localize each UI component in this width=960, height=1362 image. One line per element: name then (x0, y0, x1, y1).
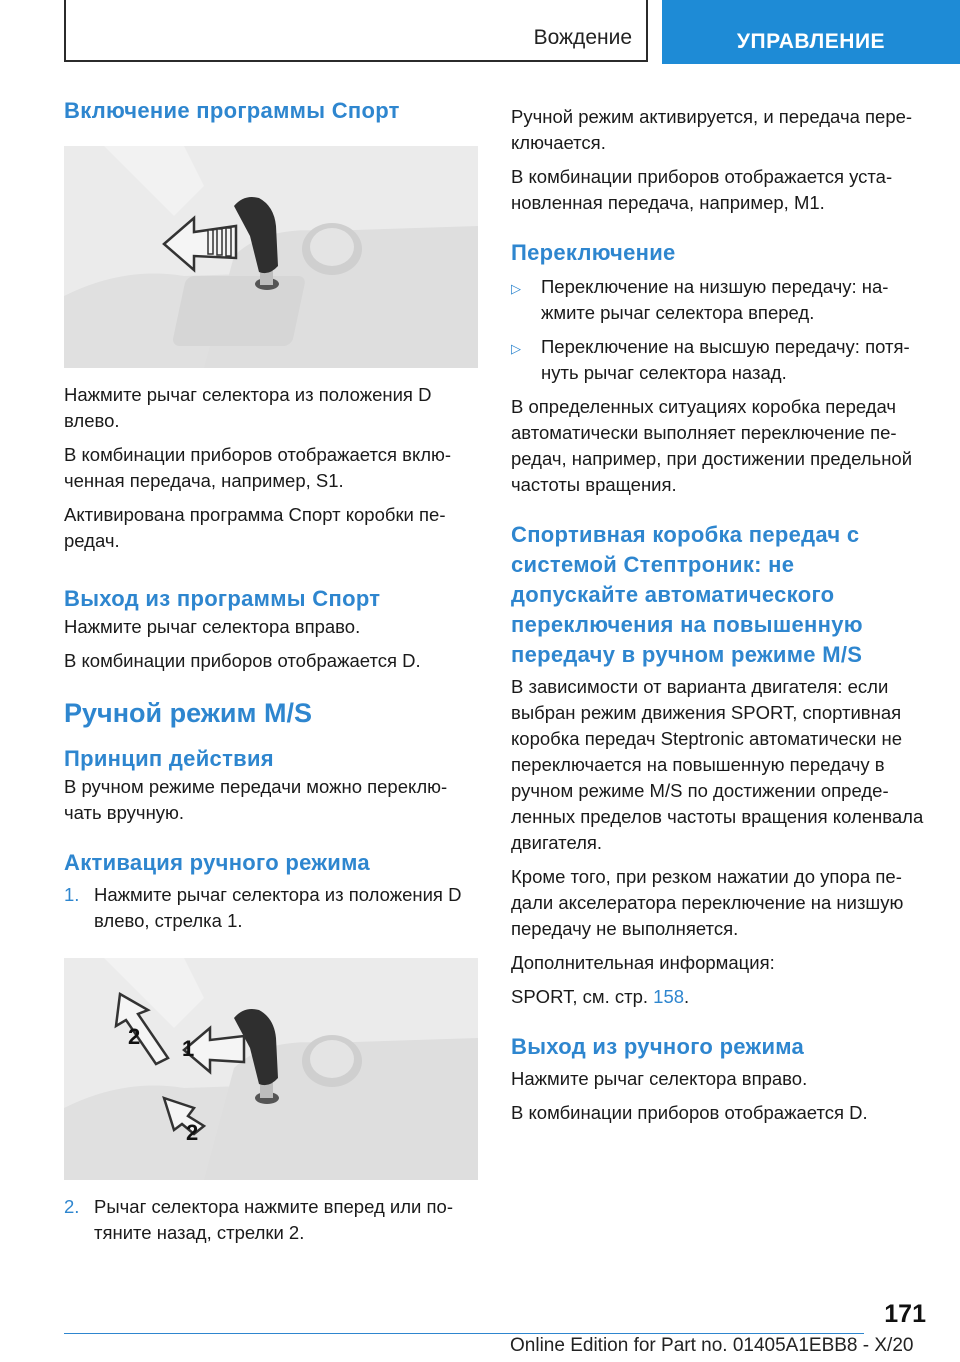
reference-suffix: . (684, 986, 690, 1007)
manual-off-text-1: Нажмите рычаг селектора вправо. (511, 1068, 808, 1089)
sport-reference (511, 984, 926, 1010)
step-number: 1. (64, 884, 80, 905)
shifting-text: В определенных ситуациях коробка передач автоматически выполняет переключение передач, например, при достижении предельной частоты вращения. (511, 396, 913, 495)
activation-step-1 (64, 882, 478, 934)
arrow-1-label: 1 (182, 1036, 195, 1061)
steptronic-heading: Спортивная коробка передач с системой Стептроник: не допускайте автоматического переключения на повышенную передачу в ручном режиме M/S (511, 522, 863, 667)
gear-selector-illustration-1 (64, 146, 478, 368)
activation-step-2 (64, 1194, 478, 1246)
principle-heading: Принцип действия (64, 746, 274, 771)
sport-on-heading: Включение программы Спорт (64, 98, 400, 123)
manual-off-heading: Выход из ручного режима (511, 1034, 805, 1059)
sport-off-text-2: В комбинации приборов отображается D. (64, 650, 421, 671)
section-tab (64, 0, 648, 62)
arrow-2-label-bottom: 2 (186, 1120, 199, 1145)
reference-prefix: SPORT, см. стр. (511, 986, 654, 1007)
steptronic-text-2: Кроме того, при резком нажатии до упора педали акселератора переключение на низшую передачу не выполняется. (511, 866, 904, 939)
chapter-tab (662, 0, 960, 64)
more-info-text: Дополнительная информация: (511, 952, 775, 973)
sport-off-heading: Выход из программы Спорт (64, 586, 381, 611)
bullet-triangle-icon: ▷ (511, 281, 521, 296)
step-text: Нажмите рычаг селектора из положения D влево, стрелка 1. (94, 884, 462, 931)
step-text: Рычаг селектора нажмите вперед или потяните назад, стрелки 2. (94, 1196, 453, 1243)
sport-on-text-1: Нажмите рычаг селектора из положения D влево. (64, 384, 432, 431)
left-column (64, 96, 478, 1246)
shifting-item-down (511, 274, 926, 326)
manual-mode-heading: Ручной режим M/S (64, 698, 312, 728)
manual-activation-text-2: В комбинации приборов отображается установленная передача, например, M1. (511, 166, 893, 213)
page-number: 171 (884, 1300, 926, 1328)
gear-selector-figure-1 (64, 146, 478, 368)
bullet-text: Переключение на высшую передачу: потянуть рычаг селектора назад. (541, 336, 910, 383)
arrow-2-label-top: 2 (128, 1024, 141, 1049)
shifting-heading: Переключение (511, 240, 676, 265)
manual-off-text-2: В комбинации приборов отображается D. (511, 1102, 868, 1123)
page-header (64, 0, 960, 64)
activation-heading: Активация ручного режима (64, 850, 370, 875)
principle-text: В ручном режиме передачи можно переключать вручную. (64, 776, 448, 823)
footer-divider (64, 1333, 864, 1334)
page-link-158[interactable]: 158 (653, 986, 685, 1007)
shifting-item-up (511, 334, 926, 386)
sport-on-text-3: Активирована программа Спорт коробки передач. (64, 504, 446, 551)
activation-steps-cont (64, 1194, 478, 1246)
gear-selector-illustration-2 (64, 958, 478, 1180)
steptronic-text-1: В зависимости от варианта двигателя: если выбран режим движения SPORT, спортивная коробка передач Steptronic автоматически не переключается на повышенную передачу в ручном режиме M/S по достижении определенных пределов частоты вращения коленвала двигателя. (511, 676, 924, 853)
sport-on-text-2: В комбинации приборов отображается включенная передача, например, S1. (64, 444, 452, 491)
right-column (511, 104, 926, 1126)
activation-steps (64, 882, 478, 934)
section-tab-label: Вождение (533, 26, 632, 49)
bullet-text: Переключение на низшую передачу: нажмите рычаг селектора вперед. (541, 276, 889, 323)
shifting-list (511, 274, 926, 386)
chapter-tab-label: УПРАВЛЕНИЕ (736, 30, 886, 53)
step-number: 2. (64, 1196, 80, 1217)
bullet-triangle-icon: ▷ (511, 341, 521, 356)
gear-selector-figure-2 (64, 958, 478, 1180)
footer-edition: Online Edition for Part no. 01405A1EBB8 - X/20 (510, 1335, 914, 1356)
manual-activation-text-1: Ручной режим активируется, и передача переключается. (511, 106, 913, 153)
sport-off-text-1: Нажмите рычаг селектора вправо. (64, 616, 361, 637)
